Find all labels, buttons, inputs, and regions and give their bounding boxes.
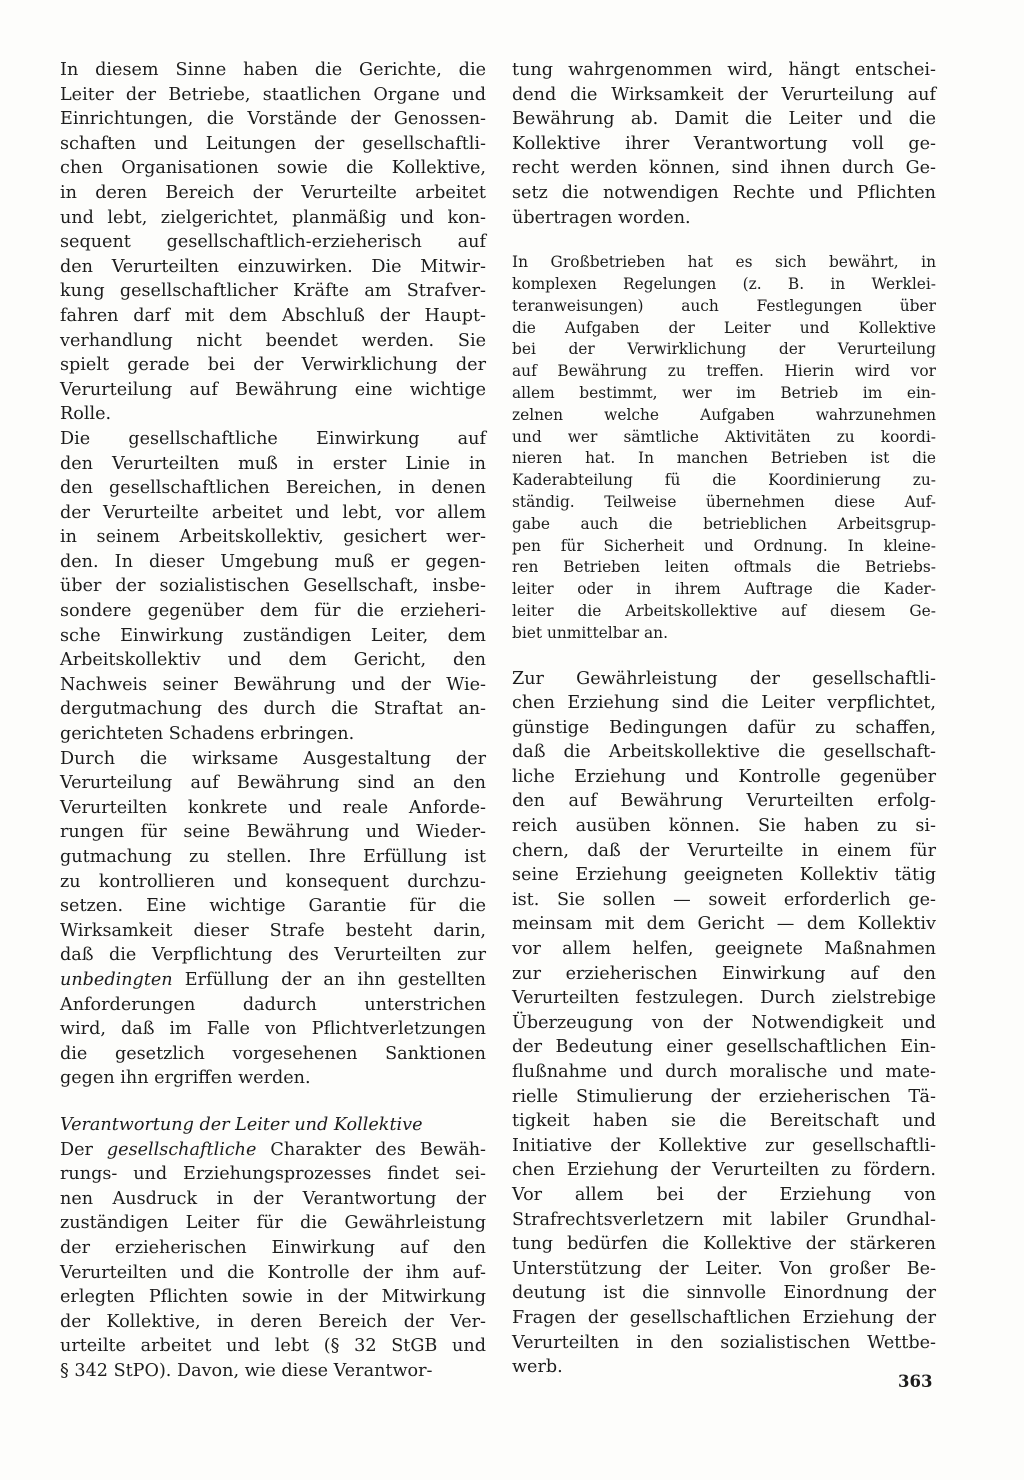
text-line: vor allem helfen, geeignete Maßnahmen xyxy=(512,939,936,960)
text-line: den Verurteilten einzuwirken. Die Mitwir- xyxy=(60,256,486,277)
text-line: Leiter der Betriebe, staatlichen Organe und xyxy=(60,84,486,105)
text-line: gerichteten Schadens erbringen. xyxy=(60,724,355,745)
text-line: Rolle. xyxy=(60,404,112,425)
text-line: deutung ist die sinnvolle Einordnung der xyxy=(512,1283,936,1304)
text-line: In Großbetrieben hat es sich bewährt, in xyxy=(512,253,936,272)
text-line: In diesem Sinne haben die Gerichte, die xyxy=(60,60,486,80)
paragraph-leader-duties xyxy=(512,667,936,1380)
text-line: und lebt, zielgerichtet, planmäßig und kon- xyxy=(60,207,486,228)
left-column xyxy=(60,58,486,1383)
text-line: tigkeit haben sie die Bereitschaft und xyxy=(512,1111,936,1132)
text-line: Zur Gewährleistung der gesellschaftli- xyxy=(512,668,936,689)
text-line: biet unmittelbar an. xyxy=(512,623,668,642)
paragraph-3 xyxy=(60,747,486,1091)
text-line: zuständigen Leiter für die Gewährleistung xyxy=(60,1213,486,1234)
emphasis-text: unbedingten xyxy=(60,969,173,990)
text-line: flußnahme und durch moralische und mate- xyxy=(512,1062,936,1082)
text-line: kung gesellschaftlicher Kräfte am Strafver- xyxy=(60,281,486,302)
text-line: Verurteilten konkrete und reale Anforde- xyxy=(60,797,486,818)
text-line: schaften und Leitungen der gesellschaftli- xyxy=(60,133,486,154)
paragraph-4 xyxy=(60,1138,486,1384)
text-line: teranweisungen) auch Festlegungen über xyxy=(512,296,936,315)
text-line: chern, daß der Verurteilte in einem für xyxy=(512,840,936,861)
paragraph-continued xyxy=(512,58,936,230)
text-line: in seinem Arbeitskollektiv, gesichert wer- xyxy=(60,527,486,548)
text-line: den auf Bewährung Verurteilten erfolg- xyxy=(512,791,936,812)
text-line: setzen. Eine wichtige Garantie für die xyxy=(60,896,486,917)
text-line: daß die Verpflichtung des Verurteilten zur xyxy=(60,945,486,966)
text-line: auf Bewährung zu treffen. Hierin wird vor xyxy=(512,362,936,381)
text-line: rungs- und Erziehungsprozesses findet sei- xyxy=(60,1164,486,1185)
text-line: rungen für seine Bewährung und Wieder- xyxy=(60,822,486,843)
text-line: Arbeitskollektiv und dem Gericht, den xyxy=(60,650,486,671)
text-line: Verurteilten in den sozialistischen Wettbe- xyxy=(512,1332,936,1353)
text-line: urteilte arbeitet und lebt (§ 32 StGB und xyxy=(60,1336,486,1357)
text-line: Vor allem bei der Erziehung von xyxy=(512,1184,936,1205)
text-line: Verurteilten festzulegen. Durch zielstrebige xyxy=(512,988,936,1009)
text-line: in deren Bereich der Verurteilte arbeitet xyxy=(60,182,486,203)
text-line: der Verurteilte arbeitet und lebt, vor allem xyxy=(60,502,486,523)
text-line: spielt gerade bei der Verwirklichung der xyxy=(60,355,486,376)
text-line: bei der Verwirklichung der Verurteilung xyxy=(512,340,936,359)
text-line: gegen ihn ergriffen werden. xyxy=(60,1068,311,1089)
text-line: § 342 StPO). Davon, wie diese Verantwor- xyxy=(60,1360,433,1381)
text-line: Einrichtungen, die Vorstände der Genossen- xyxy=(60,109,486,130)
text-line: Unterstützung der Leiter. Von großer Be- xyxy=(512,1258,936,1279)
text-line: der erzieherischen Einwirkung auf den xyxy=(60,1237,486,1258)
text-line: übertragen worden. xyxy=(512,207,691,228)
text-line: Kollektive ihrer Verantwortung voll ge- xyxy=(512,133,936,154)
text-line: den gesellschaftlichen Bereichen, in denen xyxy=(60,478,486,499)
text-line: den. In dieser Umgebung muß er gegen- xyxy=(60,551,486,572)
text-line: werb. xyxy=(512,1357,563,1378)
text-line: tung bedürfen die Kollektive der stärkeren xyxy=(512,1234,936,1255)
text-line: daß die Arbeitskollektive die gesellschaft- xyxy=(512,742,936,763)
text-line: Wirksamkeit dieser Strafe besteht darin, xyxy=(60,920,486,941)
right-column xyxy=(512,58,936,1380)
text-line: pen für Sicherheit und Ordnung. In kleine- xyxy=(512,536,936,555)
text-line: die Aufgaben der Leiter und Kollektive xyxy=(512,318,936,337)
text-line: allem bestimmt, wer im Betrieb im ein- xyxy=(512,383,936,402)
text-line: wird, daß im Falle von Pflichtverletzungen xyxy=(60,1019,486,1040)
text-line: Durch die wirksame Ausgestaltung der xyxy=(60,748,486,769)
text-line: chen Erziehung sind die Leiter verpflichtet, xyxy=(512,693,936,714)
text-line: reich ausüben können. Sie haben zu si- xyxy=(512,816,936,837)
text-line: Fragen der gesellschaftlichen Erziehung der xyxy=(512,1307,936,1328)
text-line: zur erzieherischen Einwirkung auf den xyxy=(512,963,936,984)
text-line: der Kollektive, in deren Bereich der Ver- xyxy=(60,1311,486,1332)
text-line: die gesetzlich vorgesehenen Sanktionen xyxy=(60,1043,486,1064)
text-line: dend die Wirksamkeit der Verurteilung auf xyxy=(512,84,936,105)
text-line: leiter oder in ihrem Auftrage die Kader- xyxy=(512,580,936,599)
paragraph-1 xyxy=(60,58,486,427)
text-line: unbedingten Erfüllung der an ihn gestellten xyxy=(60,969,486,990)
text-line: gutmachung zu stellen. Ihre Erfüllung ist xyxy=(60,847,486,867)
text-line: ist. Sie sollen — soweit erforderlich ge- xyxy=(512,889,936,910)
text-line: fahren darf mit dem Abschluß der Haupt- xyxy=(60,305,486,326)
text-line: meinsam mit dem Gericht — dem Kollektiv xyxy=(512,914,936,935)
text-line: zu kontrollieren und konsequent durchzu- xyxy=(60,871,486,892)
text-line: Initiative der Kollektive zur gesellschaftli- xyxy=(512,1135,936,1156)
page-number: 363 xyxy=(898,1372,933,1391)
text-line: ständig. Teilweise übernehmen diese Auf- xyxy=(512,492,936,511)
text-line: recht werden können, sind ihnen durch Ge- xyxy=(512,158,936,179)
text-line: Der gesellschaftliche Charakter des Bewäh- xyxy=(60,1139,486,1160)
text-line: sche Einwirkung zuständigen Leiter, dem xyxy=(60,625,486,646)
text-line: Nachweis seiner Bewährung und der Wie- xyxy=(60,674,486,695)
text-line: dergutmachung des durch die Straftat an- xyxy=(60,699,486,720)
text-line: seine Erziehung geeigneten Kollektiv tätig xyxy=(512,865,936,886)
emphasis-text: gesellschaftliche xyxy=(106,1139,257,1160)
text-line: Kaderabteilung fü die Koordinierung zu- xyxy=(512,471,936,490)
text-line: gabe auch die betrieblichen Arbeitsgrup- xyxy=(512,514,936,533)
text-line: chen Organisationen sowie die Kollektive, xyxy=(60,158,486,179)
text-line: sequent gesellschaftlich-erzieherisch auf xyxy=(60,232,486,253)
text-line: leiter die Arbeitskollektive auf diesem Ge- xyxy=(512,601,936,620)
text-line: tung wahrgenommen wird, hängt entschei- xyxy=(512,60,936,80)
paragraph-2 xyxy=(60,427,486,747)
text-line: zelnen welche Aufgaben wahrzunehmen xyxy=(512,405,936,424)
text-line: chen Erziehung der Verurteilten zu fördern. xyxy=(512,1160,936,1181)
text-line: und wer sämtliche Aktivitäten zu koordi- xyxy=(512,427,936,446)
text-line: den Verurteilten muß in erster Linie in xyxy=(60,453,486,474)
text-line: der Bedeutung einer gesellschaftlichen Ein- xyxy=(512,1037,936,1058)
text-line: nieren hat. In manchen Betrieben ist die xyxy=(512,449,936,468)
text-line: Überzeugung von der Notwendigkeit und xyxy=(512,1012,936,1033)
text-line: Anforderungen dadurch unterstrichen xyxy=(60,994,486,1015)
text-line: sondere gegenüber dem für die erzieheri- xyxy=(60,601,486,622)
text-line: Bewährung ab. Damit die Leiter und die xyxy=(512,109,936,130)
text-line: erlegten Pflichten sowie in der Mitwirkung xyxy=(60,1287,486,1308)
text-line: über der sozialistischen Gesellschaft, insbe- xyxy=(60,576,486,597)
text-line: komplexen Regelungen (z. B. in Werklei- xyxy=(512,274,936,293)
text-line: verhandlung nicht beendet werden. Sie xyxy=(60,330,486,351)
text-line: nen Ausdruck in der Verantwortung der xyxy=(60,1188,486,1209)
text-line: Verurteilung auf Bewährung eine wichtige xyxy=(60,379,486,400)
text-line: Verurteilung auf Bewährung sind an den xyxy=(60,773,486,794)
text-line: ren Betrieben leiten oftmals die Betriebs- xyxy=(512,558,936,577)
text-line: setz die notwendigen Rechte und Pflichten xyxy=(512,182,936,203)
text-line: günstige Bedingungen dafür zu schaffen, xyxy=(512,717,936,738)
small-print-note xyxy=(512,252,936,644)
text-line: liche Erziehung und Kontrolle gegenüber xyxy=(512,766,936,787)
text-line: rielle Stimulierung der erzieherischen Tä- xyxy=(512,1086,936,1107)
text-line: Die gesellschaftliche Einwirkung auf xyxy=(60,428,486,449)
text-line: Verurteilten und die Kontrolle der ihm auf- xyxy=(60,1262,486,1283)
section-heading: Verantwortung der Leiter und Kollektive xyxy=(60,1114,423,1135)
text-line: Strafrechtsverletzern mit labiler Grundhal- xyxy=(512,1209,936,1230)
